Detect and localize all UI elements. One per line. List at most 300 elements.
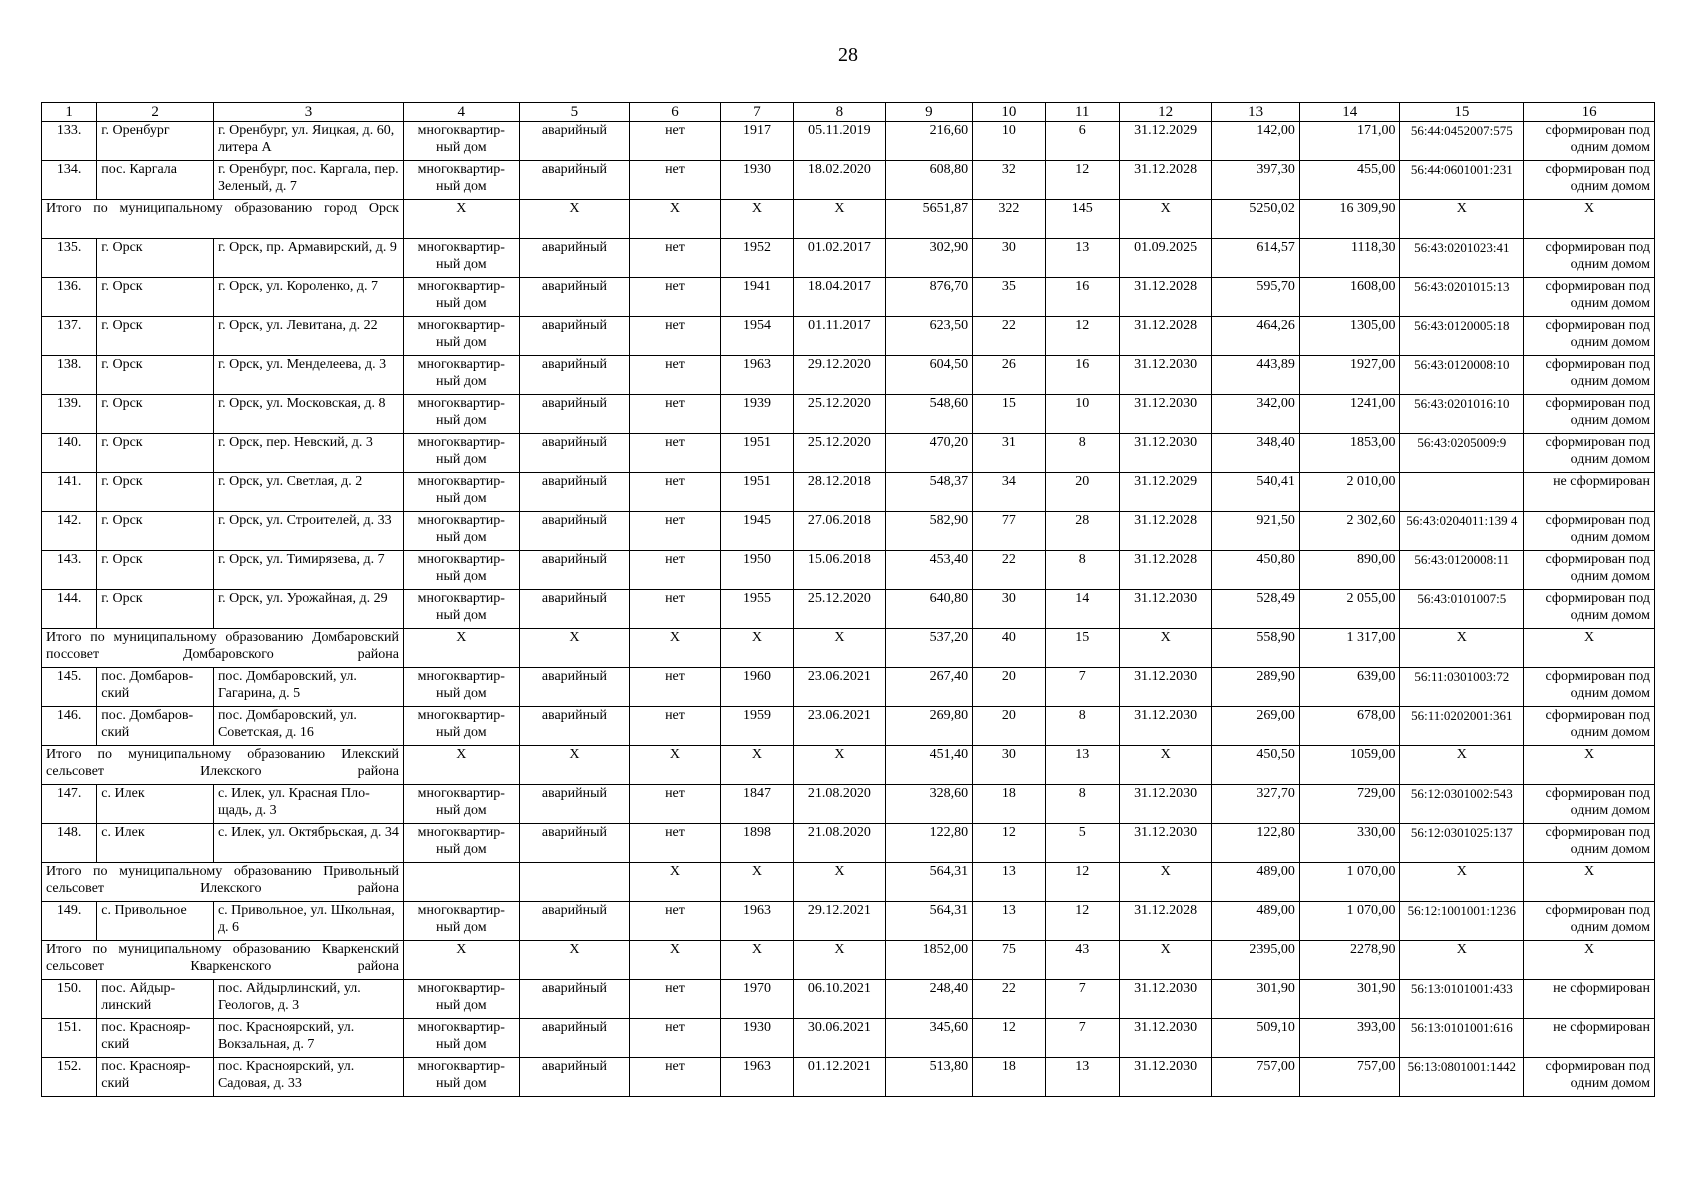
table-cell-col-14: 1608,00 (1299, 278, 1400, 317)
table-cell-col-4: многоквартир-ный дом (403, 668, 519, 707)
table-cell-col-6: нет (630, 161, 721, 200)
table-cell-col-7: 1959 (720, 707, 793, 746)
table-cell-col-4: многоквартир-ный дом (403, 1019, 519, 1058)
table-cell-col-9: 269,80 (885, 707, 972, 746)
table-cell-col-12: 31.12.2028 (1119, 512, 1212, 551)
table-cell-col-16: сформирован под одним домом (1524, 239, 1655, 278)
table-cell-col-6: нет (630, 707, 721, 746)
table-cell-col-15: 56:43:0201016:10 (1400, 395, 1524, 434)
subtotal-cell-col-15: X (1400, 629, 1524, 668)
table-cell-col-10: 30 (973, 239, 1045, 278)
table-cell-col-2: пос. Домбаров-ский (97, 707, 214, 746)
table-cell-col-2: г. Орск (97, 317, 214, 356)
table-row (42, 824, 1655, 863)
table-cell-col-4: многоквартир-ный дом (403, 551, 519, 590)
table-cell-col-5: аварийный (519, 317, 630, 356)
table-cell-col-12: 31.12.2029 (1119, 473, 1212, 512)
subtotal-cell-col-12: X (1119, 629, 1212, 668)
table-cell-col-15: 56:11:0202001:361 (1400, 707, 1524, 746)
table-cell-col-15: 56:44:0601001:231 (1400, 161, 1524, 200)
column-number: 15 (1400, 103, 1524, 122)
table-cell-col-9: 302,90 (885, 239, 972, 278)
table-cell-col-16: сформирован под одним домом (1524, 902, 1655, 941)
table-cell-col-4: многоквартир-ный дом (403, 161, 519, 200)
table-cell-col-5: аварийный (519, 239, 630, 278)
table-cell-col-9: 513,80 (885, 1058, 972, 1097)
column-number: 6 (630, 103, 721, 122)
subtotal-label: Итого по муниципальному образованию Домбаровский поссовет Домбаровского района (42, 629, 404, 668)
subtotal-cell-col-14: 1 070,00 (1299, 863, 1400, 902)
table-cell-col-15: 56:43:0201023:41 (1400, 239, 1524, 278)
table-cell-col-9: 345,60 (885, 1019, 972, 1058)
table-cell-col-7: 1941 (720, 278, 793, 317)
table-cell-col-5: аварийный (519, 122, 630, 161)
table-cell-col-9: 564,31 (885, 902, 972, 941)
subtotal-cell-col-11: 43 (1045, 941, 1119, 980)
table-cell-col-7: 1939 (720, 395, 793, 434)
subtotal-cell-col-12: X (1119, 746, 1212, 785)
table-cell-col-10: 10 (973, 122, 1045, 161)
table-cell-col-5: аварийный (519, 434, 630, 473)
subtotal-cell-col-11: 15 (1045, 629, 1119, 668)
subtotal-cell-col-9: 1852,00 (885, 941, 972, 980)
subtotal-cell-col-6: X (630, 941, 721, 980)
table-cell-col-5: аварийный (519, 824, 630, 863)
table-cell-col-6: нет (630, 434, 721, 473)
subtotal-cell-col-6: X (630, 629, 721, 668)
subtotal-cell-col-6: X (630, 200, 721, 239)
table-cell-col-6: нет (630, 902, 721, 941)
column-number: 4 (403, 103, 519, 122)
table-cell-col-12: 31.12.2030 (1119, 590, 1212, 629)
table-row (42, 785, 1655, 824)
table-cell-col-14: 1241,00 (1299, 395, 1400, 434)
table-cell-col-3: г. Орск, ул. Строителей, д. 33 (213, 512, 403, 551)
table-row (42, 1019, 1655, 1058)
subtotal-cell-col-12: X (1119, 200, 1212, 239)
table-cell-col-16: сформирован под одним домом (1524, 434, 1655, 473)
column-number-row (42, 103, 1655, 122)
subtotal-cell-col-5: X (519, 629, 630, 668)
table-cell-col-8: 28.12.2018 (794, 473, 886, 512)
table-cell-col-4: многоквартир-ный дом (403, 317, 519, 356)
subtotal-cell-col-7: X (720, 863, 793, 902)
subtotal-cell-col-15: X (1400, 200, 1524, 239)
table-cell-col-13: 269,00 (1212, 707, 1299, 746)
subtotal-cell-col-11: 12 (1045, 863, 1119, 902)
column-number: 7 (720, 103, 793, 122)
table-cell-col-5: аварийный (519, 161, 630, 200)
table-cell-col-16: сформирован под одним домом (1524, 317, 1655, 356)
subtotal-cell-col-9: 451,40 (885, 746, 972, 785)
table-cell-col-13: 464,26 (1212, 317, 1299, 356)
table-row (42, 239, 1655, 278)
table-row (42, 902, 1655, 941)
subtotal-label: Итого по муниципальному образованию Кваркенский сельсовет Кваркенского района (42, 941, 404, 980)
table-cell-col-15: 56:43:0204011:139 4 (1400, 512, 1524, 551)
table-cell-col-7: 1955 (720, 590, 793, 629)
table-cell-col-14: 757,00 (1299, 1058, 1400, 1097)
subtotal-cell-col-8: X (794, 746, 886, 785)
table-cell-col-4: многоквартир-ный дом (403, 122, 519, 161)
table-cell-col-4: многоквартир-ный дом (403, 824, 519, 863)
table-cell-col-14: 678,00 (1299, 707, 1400, 746)
table-cell-col-15: 56:43:0120008:11 (1400, 551, 1524, 590)
subtotal-cell-col-14: 1 317,00 (1299, 629, 1400, 668)
table-cell-col-11: 16 (1045, 356, 1119, 395)
table-cell-col-3: г. Оренбург, ул. Яицкая, д. 60, литера А (213, 122, 403, 161)
table-cell-col-3: г. Орск, ул. Тимирязева, д. 7 (213, 551, 403, 590)
table-cell-col-9: 328,60 (885, 785, 972, 824)
table-cell-col-7: 1945 (720, 512, 793, 551)
table-cell-col-16: сформирован под одним домом (1524, 512, 1655, 551)
table-cell-col-16: не сформирован (1524, 473, 1655, 512)
subtotal-cell-col-13: 558,90 (1212, 629, 1299, 668)
table-cell-col-8: 05.11.2019 (794, 122, 886, 161)
table-cell-col-3: с. Привольное, ул. Школьная, д. 6 (213, 902, 403, 941)
table-cell-col-2: г. Оренбург (97, 122, 214, 161)
table-cell-col-4: многоквартир-ный дом (403, 512, 519, 551)
table-cell-col-12: 31.12.2028 (1119, 551, 1212, 590)
table-cell-col-11: 13 (1045, 239, 1119, 278)
table-cell-col-5: аварийный (519, 707, 630, 746)
table-cell-col-6: нет (630, 512, 721, 551)
table-cell-col-8: 06.10.2021 (794, 980, 886, 1019)
table-cell-col-11: 20 (1045, 473, 1119, 512)
subtotal-cell-col-16: X (1524, 629, 1655, 668)
table-cell-col-8: 15.06.2018 (794, 551, 886, 590)
table-cell-col-10: 31 (973, 434, 1045, 473)
table-cell-col-1: 133. (42, 122, 97, 161)
table-row (42, 434, 1655, 473)
table-cell-col-4: многоквартир-ный дом (403, 590, 519, 629)
table-cell-col-2: г. Орск (97, 239, 214, 278)
table-cell-col-15: 56:13:0801001:1442 (1400, 1058, 1524, 1097)
table-cell-col-11: 14 (1045, 590, 1119, 629)
table-cell-col-16: сформирован под одним домом (1524, 668, 1655, 707)
table-cell-col-3: г. Орск, пр. Армавирский, д. 9 (213, 239, 403, 278)
table-cell-col-3: г. Орск, ул. Менделеева, д. 3 (213, 356, 403, 395)
table-cell-col-11: 7 (1045, 1019, 1119, 1058)
table-row (42, 551, 1655, 590)
table-cell-col-7: 1960 (720, 668, 793, 707)
table-cell-col-13: 142,00 (1212, 122, 1299, 161)
subtotal-cell-col-14: 16 309,90 (1299, 200, 1400, 239)
table-cell-col-1: 146. (42, 707, 97, 746)
table-cell-col-8: 01.12.2021 (794, 1058, 886, 1097)
table-cell-col-9: 623,50 (885, 317, 972, 356)
table-cell-col-8: 23.06.2021 (794, 707, 886, 746)
table-cell-col-1: 136. (42, 278, 97, 317)
table-cell-col-3: г. Орск, ул. Короленко, д. 7 (213, 278, 403, 317)
table-cell-col-12: 31.12.2030 (1119, 1058, 1212, 1097)
table-cell-col-4: многоквартир-ный дом (403, 785, 519, 824)
subtotal-label: Итого по муниципальному образованию Илекский сельсовет Илекского района (42, 746, 404, 785)
table-cell-col-13: 489,00 (1212, 902, 1299, 941)
table-cell-col-12: 31.12.2030 (1119, 668, 1212, 707)
table-cell-col-1: 139. (42, 395, 97, 434)
subtotal-cell-col-5: X (519, 200, 630, 239)
table-cell-col-7: 1963 (720, 356, 793, 395)
table-cell-col-10: 12 (973, 824, 1045, 863)
table-cell-col-8: 25.12.2020 (794, 434, 886, 473)
table-cell-col-1: 137. (42, 317, 97, 356)
table-cell-col-4: многоквартир-ный дом (403, 395, 519, 434)
table-cell-col-1: 140. (42, 434, 97, 473)
table-cell-col-3: г. Орск, ул. Светлая, д. 2 (213, 473, 403, 512)
table-cell-col-15: 56:13:0101001:616 (1400, 1019, 1524, 1058)
table-cell-col-1: 138. (42, 356, 97, 395)
table-cell-col-10: 22 (973, 980, 1045, 1019)
table-cell-col-1: 148. (42, 824, 97, 863)
table-cell-col-7: 1930 (720, 1019, 793, 1058)
subtotal-row (42, 746, 1655, 785)
table-cell-col-2: г. Орск (97, 590, 214, 629)
table-cell-col-10: 22 (973, 317, 1045, 356)
subtotal-cell-col-5: X (519, 941, 630, 980)
table-cell-col-10: 32 (973, 161, 1045, 200)
table-cell-col-13: 327,70 (1212, 785, 1299, 824)
subtotal-cell-col-10: 30 (973, 746, 1045, 785)
table-cell-col-5: аварийный (519, 980, 630, 1019)
table-cell-col-14: 301,90 (1299, 980, 1400, 1019)
table-cell-col-1: 150. (42, 980, 97, 1019)
table-cell-col-10: 30 (973, 590, 1045, 629)
table-cell-col-6: нет (630, 785, 721, 824)
table-cell-col-5: аварийный (519, 590, 630, 629)
table-cell-col-8: 01.11.2017 (794, 317, 886, 356)
table-cell-col-15: 56:13:0101001:433 (1400, 980, 1524, 1019)
table-cell-col-15 (1400, 473, 1524, 512)
table-cell-col-12: 31.12.2030 (1119, 356, 1212, 395)
table-cell-col-6: нет (630, 668, 721, 707)
table-cell-col-13: 397,30 (1212, 161, 1299, 200)
table-cell-col-7: 1898 (720, 824, 793, 863)
table-cell-col-15: 56:43:0120005:18 (1400, 317, 1524, 356)
column-number: 14 (1299, 103, 1400, 122)
subtotal-cell-col-12: X (1119, 863, 1212, 902)
table-cell-col-5: аварийный (519, 512, 630, 551)
table-cell-col-2: г. Орск (97, 473, 214, 512)
table-cell-col-3: пос. Красноярский, ул. Садовая, д. 33 (213, 1058, 403, 1097)
table-cell-col-2: пос. Краснояр-ский (97, 1019, 214, 1058)
table-cell-col-1: 134. (42, 161, 97, 200)
table-cell-col-2: г. Орск (97, 512, 214, 551)
table-cell-col-11: 8 (1045, 551, 1119, 590)
table-cell-col-10: 18 (973, 1058, 1045, 1097)
table-cell-col-16: сформирован под одним домом (1524, 551, 1655, 590)
table-cell-col-3: г. Орск, пер. Невский, д. 3 (213, 434, 403, 473)
subtotal-cell-col-10: 75 (973, 941, 1045, 980)
table-cell-col-6: нет (630, 1058, 721, 1097)
table-cell-col-1: 149. (42, 902, 97, 941)
table-cell-col-16: сформирован под одним домом (1524, 590, 1655, 629)
subtotal-cell-col-7: X (720, 200, 793, 239)
table-cell-col-4: многоквартир-ный дом (403, 434, 519, 473)
table-cell-col-11: 8 (1045, 785, 1119, 824)
table-cell-col-11: 16 (1045, 278, 1119, 317)
table-cell-col-11: 8 (1045, 707, 1119, 746)
table-cell-col-3: с. Илек, ул. Красная Пло-щадь, д. 3 (213, 785, 403, 824)
subtotal-cell-col-8: X (794, 629, 886, 668)
table-cell-col-14: 1305,00 (1299, 317, 1400, 356)
table-cell-col-11: 12 (1045, 317, 1119, 356)
table-cell-col-12: 01.09.2025 (1119, 239, 1212, 278)
table-cell-col-13: 757,00 (1212, 1058, 1299, 1097)
table-cell-col-15: 56:12:0301025:137 (1400, 824, 1524, 863)
table-cell-col-2: с. Илек (97, 824, 214, 863)
table-cell-col-12: 31.12.2028 (1119, 902, 1212, 941)
subtotal-row (42, 629, 1655, 668)
subtotal-cell-col-9: 5651,87 (885, 200, 972, 239)
table-cell-col-8: 30.06.2021 (794, 1019, 886, 1058)
table-cell-col-12: 31.12.2028 (1119, 317, 1212, 356)
table-cell-col-16: сформирован под одним домом (1524, 356, 1655, 395)
table-cell-col-12: 31.12.2028 (1119, 278, 1212, 317)
subtotal-cell-col-7: X (720, 746, 793, 785)
table-cell-col-16: не сформирован (1524, 1019, 1655, 1058)
subtotal-cell-col-13: 489,00 (1212, 863, 1299, 902)
table-cell-col-11: 12 (1045, 902, 1119, 941)
table-cell-col-3: с. Илек, ул. Октябрьская, д. 34 (213, 824, 403, 863)
table-cell-col-3: г. Оренбург, пос. Каргала, пер. Зеленый, д. 7 (213, 161, 403, 200)
table-cell-col-7: 1847 (720, 785, 793, 824)
table-cell-col-16: сформирован под одним домом (1524, 785, 1655, 824)
table-cell-col-5: аварийный (519, 551, 630, 590)
table-cell-col-12: 31.12.2030 (1119, 785, 1212, 824)
subtotal-cell-col-6: X (630, 863, 721, 902)
table-cell-col-4: многоквартир-ный дом (403, 1058, 519, 1097)
table-cell-col-3: пос. Домбаровский, ул. Гагарина, д. 5 (213, 668, 403, 707)
table-cell-col-5: аварийный (519, 1019, 630, 1058)
table-cell-col-5: аварийный (519, 278, 630, 317)
column-number: 5 (519, 103, 630, 122)
table-cell-col-6: нет (630, 824, 721, 863)
table-cell-col-1: 145. (42, 668, 97, 707)
table-cell-col-8: 01.02.2017 (794, 239, 886, 278)
table-cell-col-7: 1963 (720, 902, 793, 941)
table-cell-col-9: 608,80 (885, 161, 972, 200)
table-cell-col-6: нет (630, 395, 721, 434)
table-cell-col-12: 31.12.2030 (1119, 434, 1212, 473)
table-cell-col-1: 141. (42, 473, 97, 512)
subtotal-row (42, 941, 1655, 980)
table-cell-col-5: аварийный (519, 473, 630, 512)
table-cell-col-4: многоквартир-ный дом (403, 356, 519, 395)
table-cell-col-2: г. Орск (97, 395, 214, 434)
table-cell-col-4: многоквартир-ный дом (403, 473, 519, 512)
table-cell-col-9: 248,40 (885, 980, 972, 1019)
table-cell-col-8: 21.08.2020 (794, 785, 886, 824)
table-cell-col-9: 470,20 (885, 434, 972, 473)
column-number: 10 (973, 103, 1045, 122)
subtotal-cell-col-11: 13 (1045, 746, 1119, 785)
table-cell-col-12: 31.12.2030 (1119, 395, 1212, 434)
table-cell-col-8: 18.02.2020 (794, 161, 886, 200)
subtotal-cell-col-9: 564,31 (885, 863, 972, 902)
table-cell-col-5: аварийный (519, 395, 630, 434)
table-cell-col-4: многоквартир-ный дом (403, 902, 519, 941)
subtotal-cell-col-10: 13 (973, 863, 1045, 902)
table-cell-col-6: нет (630, 980, 721, 1019)
table-cell-col-3: г. Орск, ул. Урожайная, д. 29 (213, 590, 403, 629)
table-cell-col-9: 122,80 (885, 824, 972, 863)
table-cell-col-2: с. Илек (97, 785, 214, 824)
table-row (42, 707, 1655, 746)
column-number: 13 (1212, 103, 1299, 122)
subtotal-cell-col-9: 537,20 (885, 629, 972, 668)
table-cell-col-6: нет (630, 1019, 721, 1058)
subtotal-cell-col-10: 40 (973, 629, 1045, 668)
table-row (42, 473, 1655, 512)
table-cell-col-11: 8 (1045, 434, 1119, 473)
table-cell-col-3: пос. Красноярский, ул. Вокзальная, д. 7 (213, 1019, 403, 1058)
table-cell-col-6: нет (630, 473, 721, 512)
subtotal-cell-col-15: X (1400, 863, 1524, 902)
table-cell-col-11: 7 (1045, 980, 1119, 1019)
table-cell-col-9: 548,60 (885, 395, 972, 434)
table-cell-col-2: пос. Каргала (97, 161, 214, 200)
subtotal-cell-col-13: 5250,02 (1212, 200, 1299, 239)
table-cell-col-6: нет (630, 356, 721, 395)
subtotal-cell-col-10: 322 (973, 200, 1045, 239)
subtotal-label: Итого по муниципальному образованию город Орск (42, 200, 404, 239)
table-cell-col-4: многоквартир-ный дом (403, 278, 519, 317)
column-number: 2 (97, 103, 214, 122)
column-number: 9 (885, 103, 972, 122)
table-cell-col-1: 143. (42, 551, 97, 590)
subtotal-cell-col-13: 450,50 (1212, 746, 1299, 785)
table-row (42, 395, 1655, 434)
table-cell-col-10: 20 (973, 668, 1045, 707)
table-cell-col-8: 25.12.2020 (794, 590, 886, 629)
table-cell-col-14: 1853,00 (1299, 434, 1400, 473)
table-cell-col-10: 34 (973, 473, 1045, 512)
subtotal-cell-col-16: X (1524, 746, 1655, 785)
table-cell-col-16: сформирован под одним домом (1524, 707, 1655, 746)
table-cell-col-7: 1951 (720, 473, 793, 512)
table-row (42, 161, 1655, 200)
table-cell-col-9: 604,50 (885, 356, 972, 395)
table-cell-col-13: 301,90 (1212, 980, 1299, 1019)
subtotal-cell-col-4 (403, 863, 519, 902)
table-cell-col-13: 450,80 (1212, 551, 1299, 590)
subtotal-cell-col-7: X (720, 941, 793, 980)
subtotal-cell-col-13: 2395,00 (1212, 941, 1299, 980)
table-cell-col-5: аварийный (519, 1058, 630, 1097)
column-number: 16 (1524, 103, 1655, 122)
table-cell-col-12: 31.12.2028 (1119, 161, 1212, 200)
table-cell-col-14: 2 010,00 (1299, 473, 1400, 512)
column-number: 11 (1045, 103, 1119, 122)
table-cell-col-3: г. Орск, ул. Московская, д. 8 (213, 395, 403, 434)
subtotal-cell-col-5 (519, 863, 630, 902)
table-row (42, 122, 1655, 161)
page-number: 28 (838, 44, 858, 66)
table-cell-col-13: 122,80 (1212, 824, 1299, 863)
table-cell-col-2: г. Орск (97, 434, 214, 473)
subtotal-cell-col-4: X (403, 200, 519, 239)
table-cell-col-2: г. Орск (97, 551, 214, 590)
table-cell-col-16: сформирован под одним домом (1524, 278, 1655, 317)
table-cell-col-15: 56:43:0120008:10 (1400, 356, 1524, 395)
table-row (42, 668, 1655, 707)
table-cell-col-1: 142. (42, 512, 97, 551)
table-cell-col-13: 342,00 (1212, 395, 1299, 434)
table-cell-col-14: 1118,30 (1299, 239, 1400, 278)
table-cell-col-1: 147. (42, 785, 97, 824)
table-cell-col-13: 509,10 (1212, 1019, 1299, 1058)
